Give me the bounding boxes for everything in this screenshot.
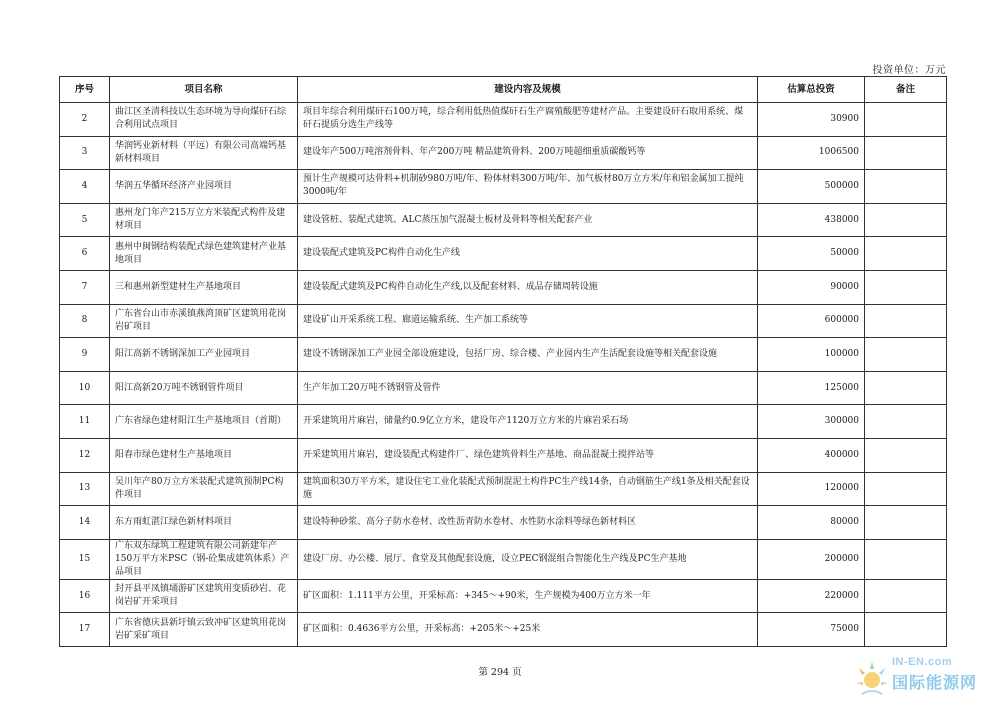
- table-row: [60, 237, 947, 271]
- row-remark: [865, 170, 947, 204]
- row-project-name: 广东双东绿筑工程建筑有限公司新建年产150万平方米PSC（钢-砼集成建筑体系）产品项目: [110, 539, 298, 579]
- row-project-name: 惠州龙门年产215万立方米装配式构件及建材项目: [110, 203, 298, 237]
- row-project-name: 三和惠州新型建材生产基地项目: [110, 270, 298, 304]
- row-project-name: 阳江高新不锈钢深加工产业园项目: [110, 338, 298, 372]
- row-investment: 220000: [758, 579, 865, 613]
- row-seq: 9: [60, 338, 110, 372]
- table-row: [60, 338, 947, 372]
- row-project-name: 阳春市绿色建材生产基地项目: [110, 438, 298, 472]
- row-seq: 6: [60, 237, 110, 271]
- row-project-name: 广东省台山市赤溪镇燕湾顶矿区建筑用花岗岩矿项目: [110, 304, 298, 338]
- row-investment: 300000: [758, 405, 865, 439]
- table-row: [60, 506, 947, 540]
- table-row: [60, 103, 947, 137]
- watermark-cn: 国际能源网: [892, 675, 978, 692]
- table-row: [60, 170, 947, 204]
- table-row: [60, 438, 947, 472]
- row-content: 矿区面积：1.111平方公里，开采标高：+345～+90米，生产规模为400万立方米一年: [298, 579, 758, 613]
- project-table: [59, 76, 947, 647]
- row-remark: [865, 371, 947, 405]
- row-project-name: 曲江区圣清科技以生态环境为导向煤矸石综合利用试点项目: [110, 103, 298, 137]
- row-investment: 50000: [758, 237, 865, 271]
- row-seq: 11: [60, 405, 110, 439]
- row-project-name: 吴川年产80万立方米装配式建筑预制PC构件项目: [110, 472, 298, 506]
- header-remark: 备注: [865, 77, 947, 103]
- row-seq: 13: [60, 472, 110, 506]
- row-seq: 5: [60, 203, 110, 237]
- row-remark: [865, 203, 947, 237]
- page-number: 第 294 页: [478, 667, 522, 678]
- row-investment: 600000: [758, 304, 865, 338]
- table-row: [60, 539, 947, 579]
- table-row: [60, 405, 947, 439]
- row-project-name: 广东省德庆县新圩镇云致冲矿区建筑用花岗岩矿采矿项目: [110, 613, 298, 647]
- row-content: 建设不锈钢深加工产业园全部设施建设，包括厂房、综合楼、产业园内生产生活配套设施等相关配套设施: [298, 338, 758, 372]
- row-content: 矿区面积：0.4636平方公里，开采标高：+205米～+25米: [298, 613, 758, 647]
- row-remark: [865, 270, 947, 304]
- row-content: 建设厂房、办公楼、展厅、食堂及其他配套设施，设立PEC钢混组合智能化生产线及PC生产基地: [298, 539, 758, 579]
- row-seq: 4: [60, 170, 110, 204]
- row-project-name: 华润五华循环经济产业园项目: [110, 170, 298, 204]
- row-content: 建设管桩、装配式建筑、ALC蒸压加气混凝土板材及骨料等相关配套产业: [298, 203, 758, 237]
- row-seq: 17: [60, 613, 110, 647]
- row-investment: 75000: [758, 613, 865, 647]
- row-remark: [865, 338, 947, 372]
- row-content: 开采建筑用片麻岩，建设装配式构建件厂、绿色建筑骨料生产基地、商品混凝土搅拌站等: [298, 438, 758, 472]
- row-remark: [865, 237, 947, 271]
- row-project-name: 阳江高新20万吨不锈钢管件项目: [110, 371, 298, 405]
- row-seq: 3: [60, 136, 110, 170]
- row-content: 建设矿山开采系统工程、廊道运输系统、生产加工系统等: [298, 304, 758, 338]
- row-content: 生产年加工20万吨不锈钢管及管件: [298, 371, 758, 405]
- row-remark: [865, 136, 947, 170]
- row-content: 建设年产500万吨溶剂骨料、年产200万吨 精品建筑骨料、200万吨超细重质碳酸钙等: [298, 136, 758, 170]
- sun-logo-icon: [854, 654, 890, 698]
- row-content: 预计生产规模可达骨料+机制砂980万吨/年、粉体材料300万吨/年、加气板材80万立方米/年和铝金属加工提纯3000吨/年: [298, 170, 758, 204]
- row-seq: 16: [60, 579, 110, 613]
- row-project-name: 惠州中闽钢结构装配式绿色建筑建材产业基地项目: [110, 237, 298, 271]
- row-remark: [865, 304, 947, 338]
- row-investment: 500000: [758, 170, 865, 204]
- row-remark: [865, 472, 947, 506]
- table-row: [60, 613, 947, 647]
- row-seq: 8: [60, 304, 110, 338]
- table-row: [60, 304, 947, 338]
- row-seq: 10: [60, 371, 110, 405]
- row-remark: [865, 579, 947, 613]
- watermark-logo: [852, 652, 992, 700]
- row-content: 建设特种砂浆、高分子防水卷材、改性沥青防水卷材、水性防水涂料等绿色新材料区: [298, 506, 758, 540]
- row-seq: 12: [60, 438, 110, 472]
- row-investment: 438000: [758, 203, 865, 237]
- row-investment: 125000: [758, 371, 865, 405]
- investment-unit-label: 投资单位：万元: [872, 65, 946, 76]
- header-investment: 估算总投资: [758, 77, 865, 103]
- row-remark: [865, 539, 947, 579]
- row-remark: [865, 506, 947, 540]
- row-content: 建筑面积30万平方米，建设住宅工业化装配式预制混泥土构件PC生产线14条，自动钢筋生产线1条及相关配套设施: [298, 472, 758, 506]
- header-project-name: 项目名称: [110, 77, 298, 103]
- row-content: 项目年综合利用煤矸石100万吨，综合利用低热值煤矸石生产腐殖酸肥等建材产品。主要建设矸石取用系统、煤矸石提质分选生产线等: [298, 103, 758, 137]
- row-investment: 120000: [758, 472, 865, 506]
- row-investment: 1006500: [758, 136, 865, 170]
- row-project-name: 东方雨虹湛江绿色新材料项目: [110, 506, 298, 540]
- row-seq: 14: [60, 506, 110, 540]
- watermark-en: IN-EN.com: [892, 656, 953, 668]
- table-header-row: [60, 77, 947, 103]
- header-content: 建设内容及规模: [298, 77, 758, 103]
- header-seq: 序号: [60, 77, 110, 103]
- row-project-name: 华润钙业新材料（平远）有限公司高端钙基新材料项目: [110, 136, 298, 170]
- row-investment: 30900: [758, 103, 865, 137]
- row-seq: 15: [60, 539, 110, 579]
- row-remark: [865, 438, 947, 472]
- row-remark: [865, 405, 947, 439]
- table-row: [60, 136, 947, 170]
- row-investment: 100000: [758, 338, 865, 372]
- table-row: [60, 203, 947, 237]
- row-content: 建设装配式建筑及PC构件自动化生产线: [298, 237, 758, 271]
- row-project-name: 广东省绿色建材阳江生产基地项目（首期）: [110, 405, 298, 439]
- row-investment: 90000: [758, 270, 865, 304]
- row-investment: 400000: [758, 438, 865, 472]
- table-row: [60, 472, 947, 506]
- table-row: [60, 270, 947, 304]
- table-row: [60, 579, 947, 613]
- row-project-name: 封开县平凤镇埇游矿区建筑用变质砂岩、花岗岩矿开采项目: [110, 579, 298, 613]
- row-remark: [865, 103, 947, 137]
- row-investment: 80000: [758, 506, 865, 540]
- row-investment: 200000: [758, 539, 865, 579]
- row-seq: 7: [60, 270, 110, 304]
- row-content: 建设装配式建筑及PC构件自动化生产线,以及配套材料、成品存储周转设施: [298, 270, 758, 304]
- row-seq: 2: [60, 103, 110, 137]
- row-content: 开采建筑用片麻岩，储量约0.9亿立方米，建设年产1120万立方米的片麻岩采石场: [298, 405, 758, 439]
- row-remark: [865, 613, 947, 647]
- table-row: [60, 371, 947, 405]
